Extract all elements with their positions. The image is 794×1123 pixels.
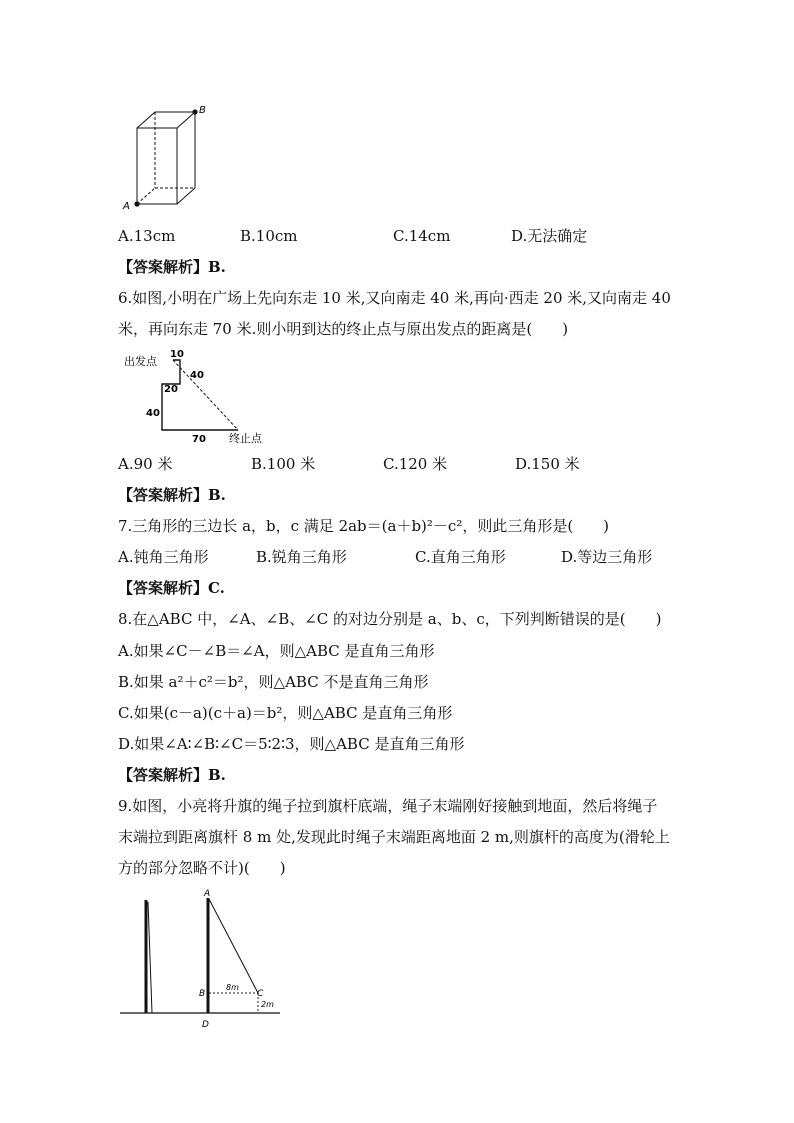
q6-stem-line1: 6.如图,小明在广场上先向东走 10 米,又向南走 40 米,再向·西走 20 米,又向南走 40 [118,289,671,307]
dist-bc-label: 8m [226,983,239,992]
q6-option-a: A.90 米 [118,455,173,473]
q9-stem-line1: 9.如图，小亮将升旗的绳子拉到旗杆底端，绳子末端刚好接触到地面，然后将绳子 [118,797,658,815]
seg-diag-label: 40 [190,370,204,381]
q7-option-b: B.锐角三角形 [256,548,347,566]
start-point-label: 出发点 [124,355,157,368]
q5-option-b: B.10cm [240,227,298,245]
cuboid-label-b: B [199,105,206,116]
flag-label-b: B [199,989,206,999]
q8-option-d: D.如果∠A∶∠B∶∠C＝5∶2∶3，则△ABC 是直角三角形 [118,735,465,753]
q7-stem: 7.三角形的三边长 a，b，c 满足 2ab＝(a＋b)²－c²，则此三角形是( ) [118,517,610,535]
dist-height-label: 2m [261,1000,274,1009]
q5-answer: 【答案解析】B. [118,258,226,276]
flag-label-a: A [204,889,211,899]
q8-option-b: B.如果 a²＋c²＝b²，则△ABC 不是直角三角形 [118,673,429,691]
q7-option-a: A.钝角三角形 [118,548,209,566]
q8-option-c: C.如果(c－a)(c＋a)＝b²，则△ABC 是直角三角形 [118,704,453,722]
seg-mid-label: 20 [164,384,178,395]
cuboid-label-a: A [123,201,130,212]
q5-option-a: A.13cm [118,227,176,245]
q7-option-c: C.直角三角形 [415,548,506,566]
q9-stem-line2: 末端拉到距离旗杆 8 m 处,发现此时绳子末端距离地面 2 m,则旗杆的高度为(滑轮上 [118,828,670,846]
end-point-label: 终止点 [229,432,262,445]
seg-bottom-label: 70 [192,434,206,445]
q7-answer: 【答案解析】C. [118,579,225,597]
walk-path-figure [118,346,278,446]
q5-option-d: D.无法确定 [511,227,588,245]
q6-answer: 【答案解析】B. [118,486,226,504]
q8-option-a: A.如果∠C－∠B＝∠A，则△ABC 是直角三角形 [118,642,435,660]
q8-answer: 【答案解析】B. [118,766,226,784]
q6-option-b: B.100 米 [251,455,316,473]
cuboid-figure [120,100,210,212]
flag-label-d: D [202,1020,209,1030]
seg-left-label: 40 [146,408,160,419]
q6-option-d: D.150 米 [515,455,580,473]
seg-top-label: 10 [170,349,184,360]
flag-label-c: C [257,989,264,999]
q9-stem-line3: 方的部分忽略不计)( ) [118,859,286,877]
q6-stem-line2: 米，再向东走 70 米.则小明到达的终止点与原出发点的距离是( ) [118,320,569,338]
q5-option-c: C.14cm [393,227,451,245]
q8-stem: 8.在△ABC 中，∠A、∠B、∠C 的对边分别是 a、b、c，下列判断错误的是( ) [118,610,662,628]
q7-option-d: D.等边三角形 [561,548,653,566]
q6-option-c: C.120 米 [383,455,448,473]
flagpole-figure [118,886,288,1032]
